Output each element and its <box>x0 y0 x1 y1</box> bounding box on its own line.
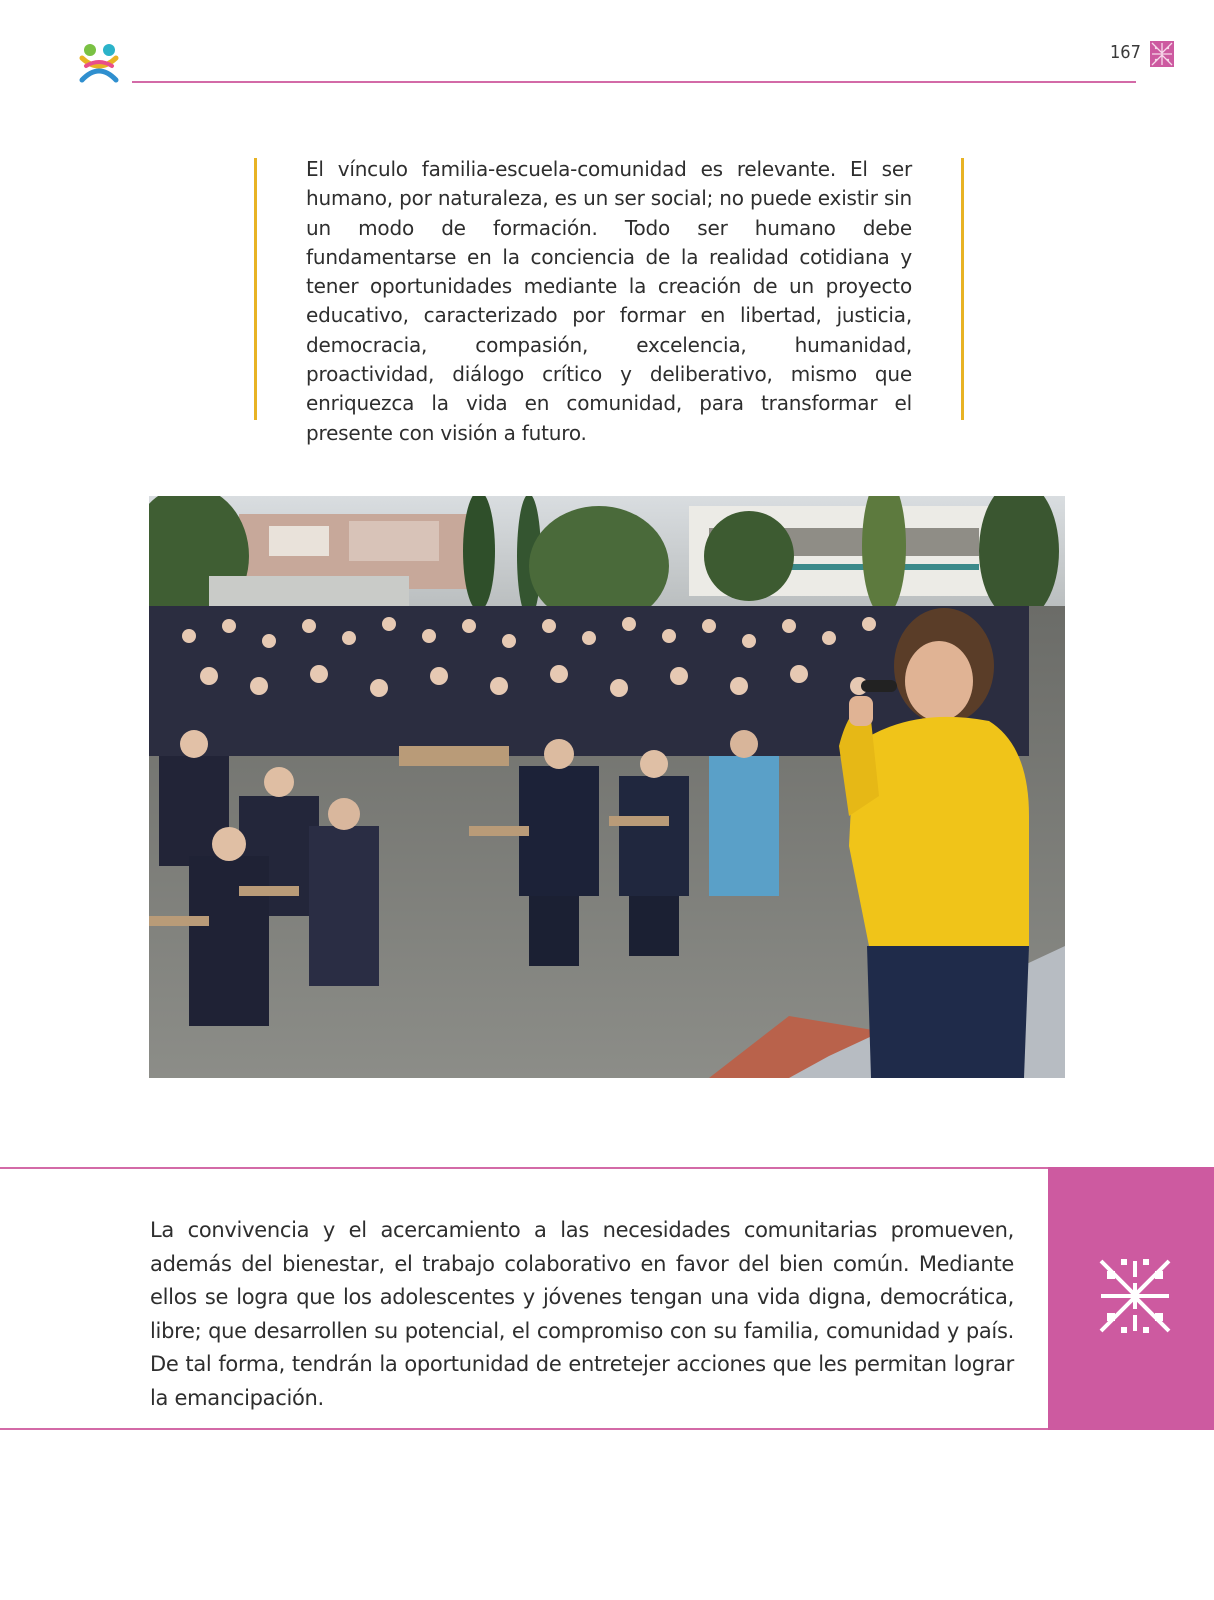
page-number: 167 <box>1110 42 1141 63</box>
school-assembly-photo <box>149 496 1065 1078</box>
quote-text: El vínculo familia-escuela-comunidad es relevante. El ser humano, por naturaleza, es un ser social; no puede existir sin un modo de formación. Todo ser humano debe fundamentarse en la conciencia de la realidad cotidiana y tener oportunidades mediante la creación de un proyecto educativo, caracterizado por formar en libertad, justicia, democracia, compasión, excelencia, humanidad, proactividad, diálogo crítico y deliberativo, mismo que enriquezca la vida en comunidad, para transformar el presente con visión a futuro. <box>306 157 912 445</box>
band-bottom-rule <box>0 1428 1048 1430</box>
quote-bar-left <box>254 158 257 420</box>
quote-bar-right <box>961 158 964 420</box>
textile-pattern-icon <box>1097 1257 1173 1335</box>
logo-icon <box>76 40 122 86</box>
header-rule <box>132 81 1136 83</box>
photo-illustration <box>149 496 1065 1078</box>
band-text: La convivencia y el acercamiento a las necesidades comunitarias promueven, además del bienestar, el trabajo colaborativo en favor del bien común. Mediante ellos se logra que los adolescentes y jóvenes tengan una vida digna, democrática, libre; que desarrollen su potencial, el compromiso con su familia, comunidad y país. De tal forma, tendrán la oportunidad de entretejer acciones que les permitan lograr la emancipación. <box>150 1218 1014 1410</box>
textile-pattern-icon <box>1150 41 1174 67</box>
band-top-rule <box>0 1167 1048 1169</box>
